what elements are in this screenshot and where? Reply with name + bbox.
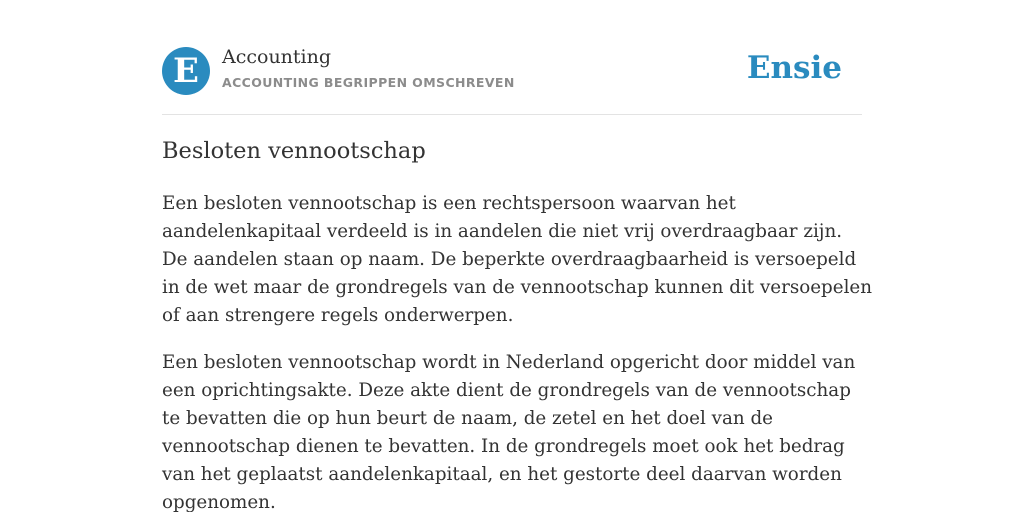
article-body — [162, 190, 872, 512]
brand-logo[interactable]: Ensie — [746, 50, 842, 86]
article-paragraph: Een besloten vennootschap wordt in Nederland opgericht door middel van een oprichtingsakte. Deze akte dient de grondregels van de vennootschap te bevatten die op hun beurt de naam, de zetel en het doel van de vennootschap dienen te bevatten. In de grondregels moet ook het bedrag van het geplaatst aandelenkapitaal, en het gestorte deel daarvan worden opgenomen. — [162, 352, 856, 512]
article-title: Besloten vennootschap — [162, 138, 426, 164]
site-logo[interactable]: E — [162, 47, 210, 95]
site-header — [162, 44, 862, 115]
site-subtitle: ACCOUNTING BEGRIPPEN OMSCHREVEN — [222, 75, 515, 90]
article-paragraph: Een besloten vennootschap is een rechtspersoon waarvan het aandelenkapitaal verdeeld is in aandelen die niet vrij overdraagbaar zijn. De aandelen staan op naam. De beperkte overdraagbaarheid is versoepeld in de wet maar de grondregels van de vennootschap kunnen dit versoepelen of aan strengere regels onderwerpen. — [162, 193, 873, 326]
site-title[interactable]: Accounting — [222, 46, 332, 68]
